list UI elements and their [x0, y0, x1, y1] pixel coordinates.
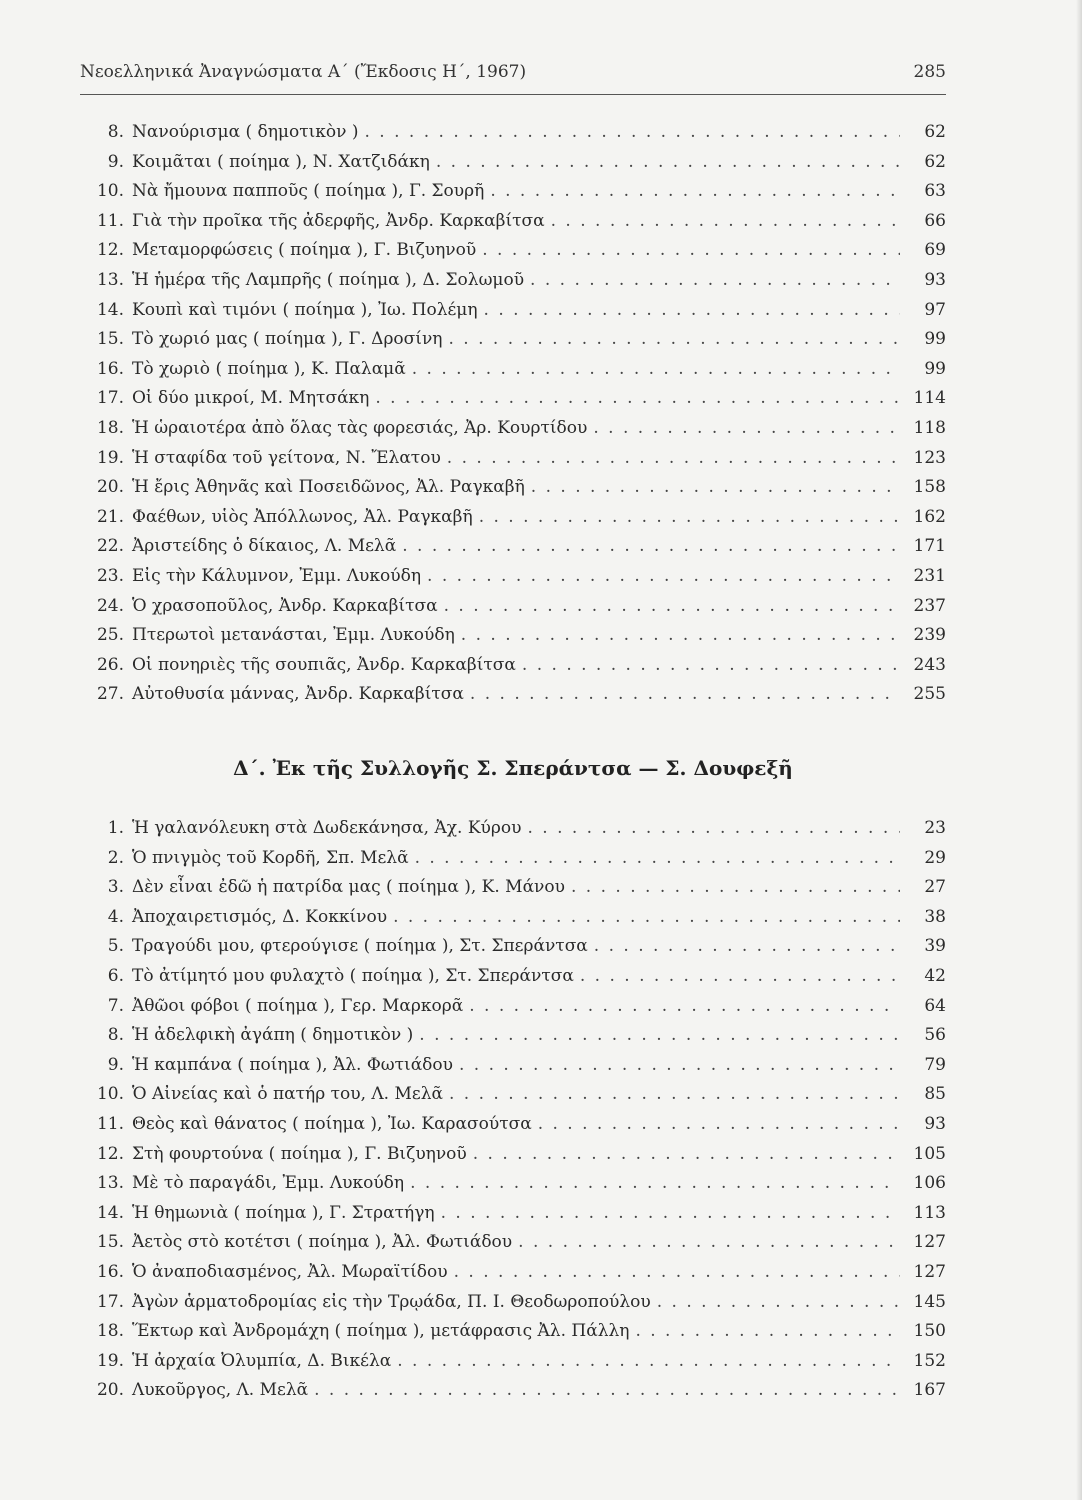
entry-page-number: 158: [913, 477, 946, 498]
dot-leader: [461, 621, 900, 651]
entry-page-number: 69: [924, 240, 946, 261]
entry-page-number: 243: [913, 654, 946, 675]
dot-leader: [427, 562, 900, 592]
toc-section-2: [80, 814, 946, 1406]
toc-entry: [80, 992, 946, 1022]
entry-title: Ἡ ὡραιοτέρα ἀπὸ ὅλας τὰς φορεσιάς, Ἀρ. Κουρτίδου: [132, 417, 588, 438]
dot-leader: [482, 236, 900, 266]
entry-number: 24.: [96, 595, 124, 616]
toc-entry: [80, 1258, 946, 1288]
dot-leader: [448, 325, 900, 355]
entry-number: 17.: [96, 1291, 124, 1312]
entry-number: 14.: [96, 299, 124, 320]
entry-page-number: 63: [924, 181, 946, 202]
entry-number: 15.: [96, 1232, 124, 1253]
entry-page-number: 23: [924, 818, 946, 838]
entry-title: Ἀποχαιρετισμός, Δ. Κοκκίνου: [132, 906, 388, 927]
toc-entry: [80, 1228, 946, 1258]
toc-entry: [80, 118, 946, 148]
toc-entry: [80, 903, 946, 933]
entry-title: Τὸ χωριὸ ( ποίημα ), Κ. Παλαμᾶ: [132, 358, 406, 379]
dot-leader: [551, 207, 900, 237]
entry-title: Μεταμορφώσεις ( ποίημα ), Γ. Βιζυηνοῦ: [132, 240, 477, 261]
toc-entry: [80, 266, 946, 296]
entry-title: Ἀετὸς στὸ κοτέτσι ( ποίημα ), Ἀλ. Φωτιάδου: [132, 1232, 513, 1253]
dot-leader: [469, 992, 900, 1022]
dot-leader: [470, 680, 900, 710]
entry-page-number: 39: [924, 936, 946, 957]
entry-title: Κοιμᾶται ( ποίημα ), Ν. Χατζιδάκη: [132, 151, 430, 172]
toc-entry: [80, 355, 946, 385]
entry-number: 11.: [96, 210, 124, 231]
entry-title: Φαέθων, υἱὸς Ἀπόλλωνος, Ἀλ. Ραγκαβῆ: [132, 506, 473, 527]
entry-page-number: 27: [924, 877, 946, 898]
dot-leader: [484, 296, 900, 326]
toc-entry: [80, 592, 946, 622]
entry-title: Μὲ τὸ παραγάδι, Ἐμμ. Λυκούδη: [132, 1173, 405, 1194]
toc-entry: [80, 844, 946, 874]
entry-title: Ἡ θημωνιὰ ( ποίημα ), Γ. Στρατήγη: [132, 1202, 435, 1223]
toc-entry: [80, 444, 946, 474]
header-page-number: 285: [913, 62, 946, 82]
header-rule: [80, 94, 946, 95]
toc-entry: [80, 325, 946, 355]
entry-title: Νανούρισμα ( δημοτικὸν ): [132, 122, 359, 142]
entry-page-number: 127: [913, 1232, 946, 1253]
toc-entry: [80, 148, 946, 178]
entry-title: Ἡ ἀρχαία Ὀλυμπία, Δ. Βικέλα: [132, 1350, 392, 1371]
entry-page-number: 239: [913, 625, 946, 646]
toc-entry: [80, 1021, 946, 1051]
entry-title: Ἕκτωρ καὶ Ἀνδρομάχη ( ποίημα ), μετάφρασις Ἀλ. Πάλλη: [132, 1321, 630, 1342]
entry-page-number: 99: [924, 329, 946, 350]
toc-entry: [80, 414, 946, 444]
entry-number: 16.: [96, 1261, 124, 1282]
entry-number: 3.: [107, 877, 124, 898]
entry-page-number: 66: [924, 210, 946, 231]
entry-title: Τὸ ἀτίμητό μου φυλαχτὸ ( ποίημα ), Στ. Σπεράντσα: [132, 965, 574, 986]
entry-page-number: 93: [924, 1113, 946, 1134]
entry-page-number: 99: [924, 358, 946, 379]
dot-leader: [402, 532, 900, 562]
dot-leader: [571, 873, 900, 903]
toc-entry: [80, 473, 946, 503]
toc-entry: [80, 503, 946, 533]
entry-page-number: 62: [924, 151, 946, 172]
toc-entry: [80, 1080, 946, 1110]
dot-leader: [473, 1140, 900, 1170]
dot-leader: [412, 355, 900, 385]
entry-number: 20.: [96, 477, 124, 498]
entry-title: Ἡ καμπάνα ( ποίημα ), Ἀλ. Φωτιάδου: [132, 1054, 453, 1075]
entry-title: Αὐτοθυσία μάννας, Ἀνδρ. Καρκαβίτσα: [132, 684, 464, 705]
toc-entry: [80, 532, 946, 562]
entry-page-number: 127: [913, 1261, 946, 1282]
entry-title: Οἱ δύο μικροί, Μ. Μητσάκη: [132, 388, 370, 409]
entry-title: Πτερωτοὶ μετανάσται, Ἐμμ. Λυκούδη: [132, 625, 455, 646]
toc-entry: [80, 962, 946, 992]
dot-leader: [397, 1347, 900, 1377]
entry-page-number: 38: [924, 906, 946, 927]
entry-page-number: 64: [924, 995, 946, 1016]
toc-entry: [80, 177, 946, 207]
dot-leader: [518, 1228, 900, 1258]
toc-entry: [80, 932, 946, 962]
dot-leader: [635, 1317, 900, 1347]
dot-leader: [594, 932, 900, 962]
toc-entry: [80, 680, 946, 710]
entry-title: Ὁ ἀναποδιασμένος, Ἀλ. Μωραϊτίδου: [132, 1261, 448, 1282]
dot-leader: [538, 1110, 900, 1140]
toc-entry: [80, 296, 946, 326]
toc-entry: [80, 1140, 946, 1170]
entry-number: 12.: [96, 240, 124, 261]
entry-page-number: 171: [913, 536, 946, 557]
toc-entry: [80, 1199, 946, 1229]
entry-page-number: 79: [924, 1054, 946, 1075]
toc-entry: [80, 1051, 946, 1081]
entry-number: 13.: [96, 269, 124, 290]
entry-number: 21.: [96, 506, 124, 527]
entry-title: Γιὰ τὴν προῖκα τῆς ἀδερφῆς, Ἀνδρ. Καρκαβίτσα: [132, 210, 545, 231]
toc-entry: [80, 207, 946, 237]
dot-leader: [447, 444, 900, 474]
entry-number: 11.: [96, 1113, 124, 1134]
entry-number: 4.: [107, 906, 124, 927]
section-heading: Δ΄. Ἐκ τῆς Συλλογῆς Σ. Σπεράντσα — Σ. Δουφεξῆ: [233, 756, 793, 780]
toc-section-1: [80, 118, 946, 710]
toc-entry: [80, 1288, 946, 1318]
entry-title: Ἡ ἀδελφικὴ ἀγάπη ( δημοτικὸν ): [132, 1025, 414, 1046]
dot-leader: [393, 903, 900, 933]
running-header: [80, 62, 946, 82]
dot-leader: [459, 1051, 900, 1081]
entry-page-number: 152: [913, 1350, 946, 1371]
toc-entry: [80, 1169, 946, 1199]
entry-title: Θεὸς καὶ θάνατος ( ποίημα ), Ἰω. Καρασούτσα: [132, 1113, 532, 1134]
entry-title: Λυκοῦργος, Λ. Μελᾶ: [132, 1380, 309, 1401]
entry-page-number: 29: [924, 847, 946, 868]
entry-number: 26.: [96, 654, 124, 675]
entry-page-number: 93: [924, 269, 946, 290]
entry-title: Τὸ χωριό μας ( ποίημα ), Γ. Δροσίνη: [132, 329, 443, 350]
dot-leader: [436, 148, 900, 178]
dot-leader: [415, 844, 900, 874]
entry-title: Στὴ φουρτούνα ( ποίημα ), Γ. Βιζυηνοῦ: [132, 1143, 467, 1164]
entry-number: 7.: [107, 995, 124, 1016]
dot-leader: [314, 1376, 900, 1406]
entry-page-number: 167: [913, 1380, 946, 1401]
dot-leader: [527, 814, 900, 844]
toc-entry: [80, 562, 946, 592]
entry-page-number: 162: [913, 506, 946, 527]
entry-page-number: 113: [913, 1202, 946, 1223]
entry-number: 2.: [107, 847, 124, 868]
toc-entry: [80, 1376, 946, 1406]
dot-leader: [449, 1080, 900, 1110]
entry-title: Ὁ Αἰνείας καὶ ὁ πατήρ του, Λ. Μελᾶ: [132, 1084, 443, 1105]
dot-leader: [454, 1258, 900, 1288]
entry-number: 18.: [96, 417, 124, 438]
entry-title: Ἡ ἡμέρα τῆς Λαμπρῆς ( ποίημα ), Δ. Σολωμοῦ: [132, 269, 525, 290]
entry-number: 14.: [96, 1202, 124, 1223]
entry-number: 19.: [96, 1350, 124, 1371]
entry-number: 6.: [107, 965, 124, 986]
entry-title: Δὲν εἶναι ἐδῶ ἡ πατρίδα μας ( ποίημα ), Κ. Μάνου: [132, 877, 565, 898]
entry-title: Ἡ σταφίδα τοῦ γείτονα, Ν. Ἔλατου: [132, 447, 441, 468]
entry-number: 5.: [107, 936, 124, 957]
entry-number: 9.: [107, 151, 124, 172]
entry-page-number: 231: [913, 565, 946, 586]
toc-entry: [80, 236, 946, 266]
entry-title: Ὁ χρασοποῦλος, Ἀνδρ. Καρκαβίτσα: [132, 595, 438, 616]
entry-title: Νὰ ἤμουνα παπποῦς ( ποίημα ), Γ. Σουρῆ: [132, 181, 485, 202]
entry-number: 9.: [107, 1054, 124, 1075]
entry-number: 15.: [96, 329, 124, 350]
entry-number: 22.: [96, 536, 124, 557]
toc-entry: [80, 873, 946, 903]
entry-number: 18.: [96, 1321, 124, 1342]
header-title: Νεοελληνικά Ἀναγνώσματα Α΄ (Ἔκδοσις Η΄, 1967): [80, 62, 527, 82]
entry-page-number: 255: [913, 684, 946, 705]
dot-leader: [419, 1021, 900, 1051]
entry-title: Ἡ γαλανόλευκη στὰ Δωδεκάνησα, Ἀχ. Κύρου: [132, 818, 522, 838]
entry-page-number: 105: [913, 1143, 946, 1164]
entry-title: Ἀθῶοι φόβοι ( ποίημα ), Γερ. Μαρκορᾶ: [132, 995, 464, 1016]
entry-number: 23.: [96, 565, 124, 586]
dot-leader: [530, 266, 900, 296]
entry-title: Κουπὶ καὶ τιμόνι ( ποίημα ), Ἰω. Πολέμη: [132, 299, 478, 320]
dot-leader: [365, 118, 901, 148]
dot-leader: [490, 177, 900, 207]
entry-page-number: 85: [924, 1084, 946, 1105]
entry-page-number: 118: [913, 417, 946, 438]
entry-page-number: 62: [924, 122, 946, 142]
entry-number: 12.: [96, 1143, 124, 1164]
entry-number: 27.: [96, 684, 124, 705]
dot-leader: [522, 651, 900, 681]
page-edge: [1076, 0, 1082, 1500]
dot-leader: [479, 503, 900, 533]
entry-number: 13.: [96, 1173, 124, 1194]
entry-page-number: 42: [924, 965, 946, 986]
entry-title: Ἀγὼν ἁρματοδρομίας εἰς τὴν Τρῳάδα, Π. Ι. Θεοδωροπούλου: [132, 1291, 651, 1312]
entry-number: 8.: [107, 1025, 124, 1046]
dot-leader: [444, 592, 900, 622]
dot-leader: [580, 962, 900, 992]
entry-page-number: 114: [913, 388, 946, 409]
dot-leader: [410, 1169, 900, 1199]
entry-page-number: 237: [913, 595, 946, 616]
entry-number: 10.: [96, 1084, 124, 1105]
dot-leader: [375, 384, 900, 414]
toc-entry: [80, 814, 946, 844]
toc-entry: [80, 1347, 946, 1377]
entry-page-number: 97: [924, 299, 946, 320]
entry-number: 25.: [96, 625, 124, 646]
entry-page-number: 56: [924, 1025, 946, 1046]
dot-leader: [441, 1199, 900, 1229]
entry-number: 10.: [96, 181, 124, 202]
entry-title: Ἡ ἔρις Ἀθηνᾶς καὶ Ποσειδῶνος, Ἀλ. Ραγκαβῆ: [132, 477, 525, 498]
entry-number: 8.: [107, 122, 124, 142]
entry-title: Οἱ πονηριὲς τῆς σουπιᾶς, Ἀνδρ. Καρκαβίτσα: [132, 654, 516, 675]
entry-page-number: 150: [913, 1321, 946, 1342]
dot-leader: [657, 1288, 900, 1318]
entry-page-number: 123: [913, 447, 946, 468]
entry-title: Ὁ πνιγμὸς τοῦ Κορδῆ, Σπ. Μελᾶ: [132, 847, 409, 868]
entry-page-number: 145: [913, 1291, 946, 1312]
entry-number: 19.: [96, 447, 124, 468]
entry-number: 17.: [96, 388, 124, 409]
toc-entry: [80, 621, 946, 651]
toc-entry: [80, 1317, 946, 1347]
entry-page-number: 106: [913, 1173, 946, 1194]
toc-entry: [80, 1110, 946, 1140]
entry-number: 16.: [96, 358, 124, 379]
entry-title: Ἀριστείδης ὁ δίκαιος, Λ. Μελᾶ: [132, 536, 397, 557]
dot-leader: [593, 414, 900, 444]
toc-entry: [80, 651, 946, 681]
entry-title: Τραγούδι μου, φτερούγισε ( ποίημα ), Στ. Σπεράντσα: [132, 936, 588, 957]
dot-leader: [531, 473, 900, 503]
toc-entry: [80, 384, 946, 414]
entry-title: Εἰς τὴν Κάλυμνον, Ἐμμ. Λυκούδη: [132, 565, 422, 586]
entry-number: 20.: [96, 1380, 124, 1401]
entry-number: 1.: [107, 818, 124, 838]
